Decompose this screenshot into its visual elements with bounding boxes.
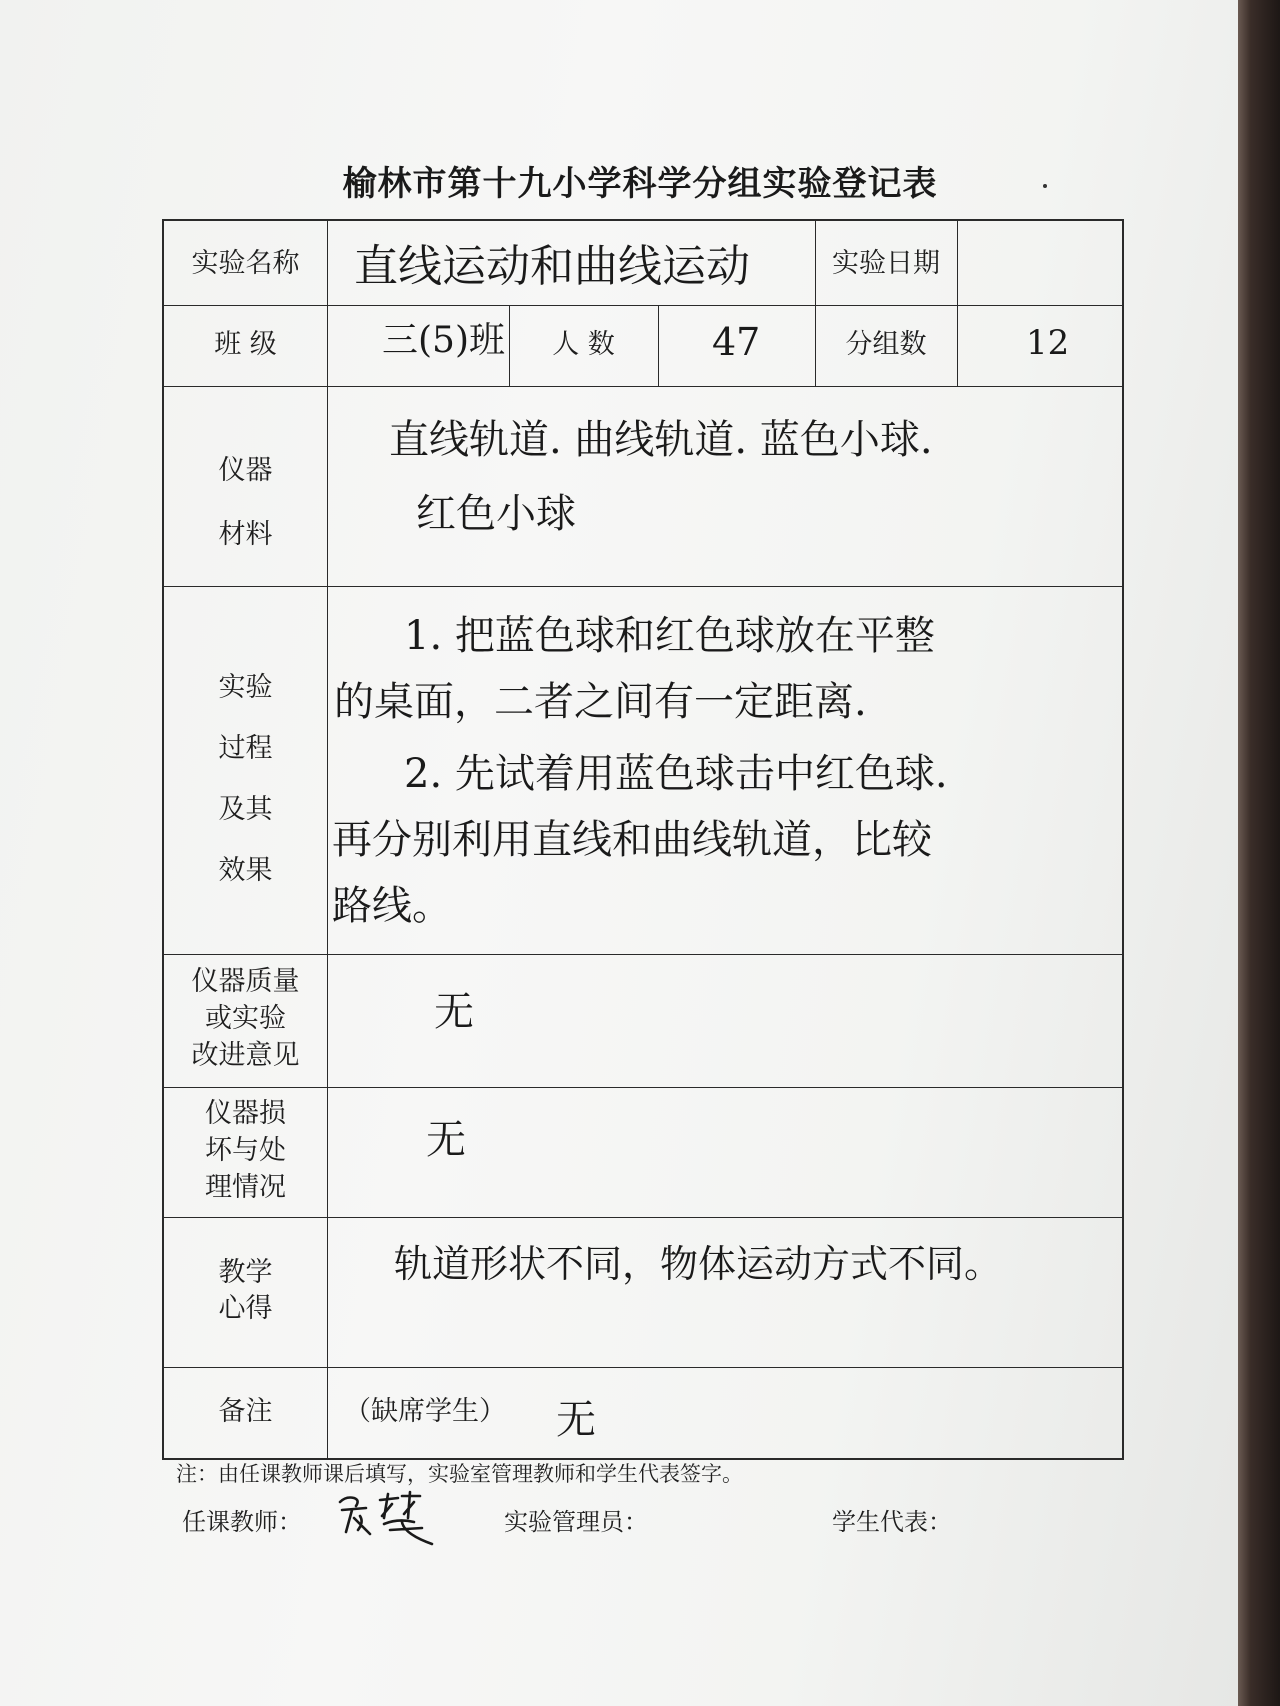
process-line-1: 1. 把蓝色球和红色球放在平整 xyxy=(404,613,935,659)
process-label-line: 及其 xyxy=(218,794,273,825)
row-divider xyxy=(164,386,1122,387)
equipment-label-line: 仪器 xyxy=(218,455,273,486)
damage-label-line: 坏与处 xyxy=(205,1135,286,1166)
process-label xyxy=(164,657,327,901)
row-divider xyxy=(164,1217,1122,1218)
equipment-label xyxy=(164,439,327,567)
process-line-5: 路线。 xyxy=(332,883,452,929)
row-divider xyxy=(164,954,1122,955)
damage-label-line: 理情况 xyxy=(205,1172,286,1203)
absent-students-value: 无 xyxy=(556,1397,596,1443)
equipment-line-2: 红色小球 xyxy=(416,491,576,537)
process-line-2: 的桌面，二者之间有一定距离. xyxy=(334,679,867,725)
group-count-value: 12 xyxy=(1026,323,1070,363)
experiment-record-table xyxy=(162,219,1124,1460)
quality-value: 无 xyxy=(434,989,474,1035)
reflection-value: 轨道形状不同，物体运动方式不同。 xyxy=(394,1242,1003,1286)
group-count-label: 分组数 xyxy=(845,329,927,360)
quality-label-line: 仪器质量 xyxy=(191,966,300,997)
process-line-4: 再分别利用直线和曲线轨道，比较 xyxy=(332,817,932,863)
teacher-signature xyxy=(332,1488,442,1552)
student-rep-label: 学生代表： xyxy=(832,1508,952,1536)
experiment-name-value: 直线运动和曲线运动 xyxy=(354,241,750,292)
process-line-3: 2. 先试着用蓝色球击中红色球. xyxy=(404,751,948,797)
process-label-line: 实验 xyxy=(218,672,273,703)
reflection-label-line: 教学 xyxy=(218,1257,273,1288)
equipment-line-1: 直线轨道. 曲线轨道. 蓝色小球. xyxy=(389,417,933,463)
damage-value: 无 xyxy=(426,1117,466,1163)
damage-label xyxy=(164,1095,327,1206)
experiment-date-label: 实验日期 xyxy=(832,248,940,279)
teacher-label: 任课教师： xyxy=(182,1508,302,1536)
process-label-line: 过程 xyxy=(218,733,273,764)
column-divider xyxy=(658,305,659,386)
reflection-label-line: 心得 xyxy=(218,1293,273,1324)
lab-admin-label: 实验管理员： xyxy=(504,1508,648,1536)
row-divider xyxy=(164,586,1122,587)
table-surface-edge xyxy=(1238,0,1280,1706)
equipment-label-line: 材料 xyxy=(218,519,273,550)
row-divider xyxy=(164,1087,1122,1088)
experiment-name-label: 实验名称 xyxy=(191,248,300,279)
class-value: 三(5)班 xyxy=(382,320,505,361)
quality-label-line: 改进意见 xyxy=(191,1040,300,1071)
people-count-value: 47 xyxy=(712,320,761,364)
reflection-label xyxy=(164,1255,327,1327)
class-label: 班 级 xyxy=(214,329,277,360)
process-label-line: 效果 xyxy=(218,855,273,886)
absent-students-label: （缺席学生） xyxy=(344,1396,506,1427)
form-note: 注：由任课教师课后填写，实验室管理教师和学生代表签字。 xyxy=(176,1462,743,1486)
remarks-label: 备注 xyxy=(218,1396,273,1427)
quality-label xyxy=(164,963,327,1074)
ink-dot xyxy=(1043,184,1047,188)
row-divider xyxy=(164,305,1122,306)
form-title: 榆林市第十九小学科学分组实验登记表 xyxy=(342,164,938,204)
damage-label-line: 仪器损 xyxy=(205,1098,286,1129)
column-divider xyxy=(957,221,958,386)
quality-label-line: 或实验 xyxy=(205,1003,286,1034)
people-count-label: 人 数 xyxy=(552,329,615,360)
label-column-divider xyxy=(327,221,328,1458)
row-divider xyxy=(164,1367,1122,1368)
